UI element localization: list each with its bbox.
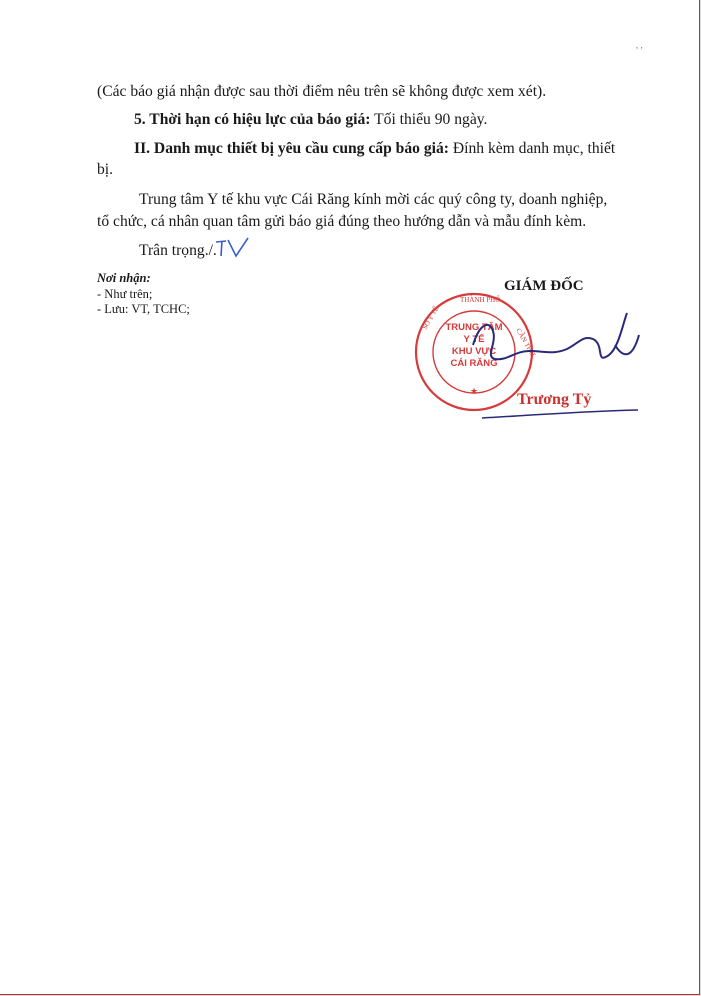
recipient-item: - Như trên; <box>97 287 153 301</box>
stamp-line: TRUNG TÂM <box>445 322 503 333</box>
section-2-continuation: bị. <box>97 161 114 178</box>
invitation-line-1: Trung tâm Y tế khu vực Cái Răng kính mời các quý công ty, doanh nghiệp, <box>139 191 608 208</box>
svg-text:★: ★ <box>469 386 479 396</box>
item-5-label: 5. Thời hạn có hiệu lực của báo giá: <box>134 111 371 128</box>
invitation-line-2: tổ chức, cá nhân quan tâm gửi báo giá đúng theo hướng dẫn và mẫu đính kèm. <box>97 213 587 230</box>
svg-text:THÀNH PHỐ: THÀNH PHỐ <box>460 296 501 304</box>
section-2-heading <box>134 140 615 158</box>
name-underline-icon <box>480 408 640 422</box>
recipients-title: Nơi nhận: <box>97 271 151 285</box>
svg-text:SỞ Y TẾ: SỞ Y TẾ <box>420 304 441 331</box>
scan-mark: , , <box>636 40 643 50</box>
stamp-line: Y TẾ <box>463 334 485 345</box>
stamp-line: KHU VỰC <box>451 346 497 357</box>
section-2-label: II. Danh mục thiết bị yêu cầu cung cấp báo giá: <box>134 140 449 157</box>
svg-text:CẦN THƠ: CẦN THƠ <box>514 327 537 358</box>
signer-position: GIÁM ĐỐC <box>504 278 584 294</box>
section-2-value: Đính kèm danh mục, thiết <box>448 140 616 157</box>
recipient-item: - Lưu: VT, TCHC; <box>97 302 190 316</box>
closing-text: Trân trọng./. <box>139 242 217 259</box>
initial-mark-icon <box>212 236 252 262</box>
item-5-validity <box>134 111 487 129</box>
paragraph-deadline-note: (Các báo giá nhận được sau thời điểm nêu trên sẽ không được xem xét). <box>97 83 547 100</box>
item-5-value: Tối thiểu 90 ngày. <box>370 111 488 128</box>
stamp-line: CÁI RĂNG <box>450 358 498 369</box>
signer-name: Trương Tỷ <box>517 391 592 408</box>
handwritten-signature-icon <box>455 305 650 385</box>
